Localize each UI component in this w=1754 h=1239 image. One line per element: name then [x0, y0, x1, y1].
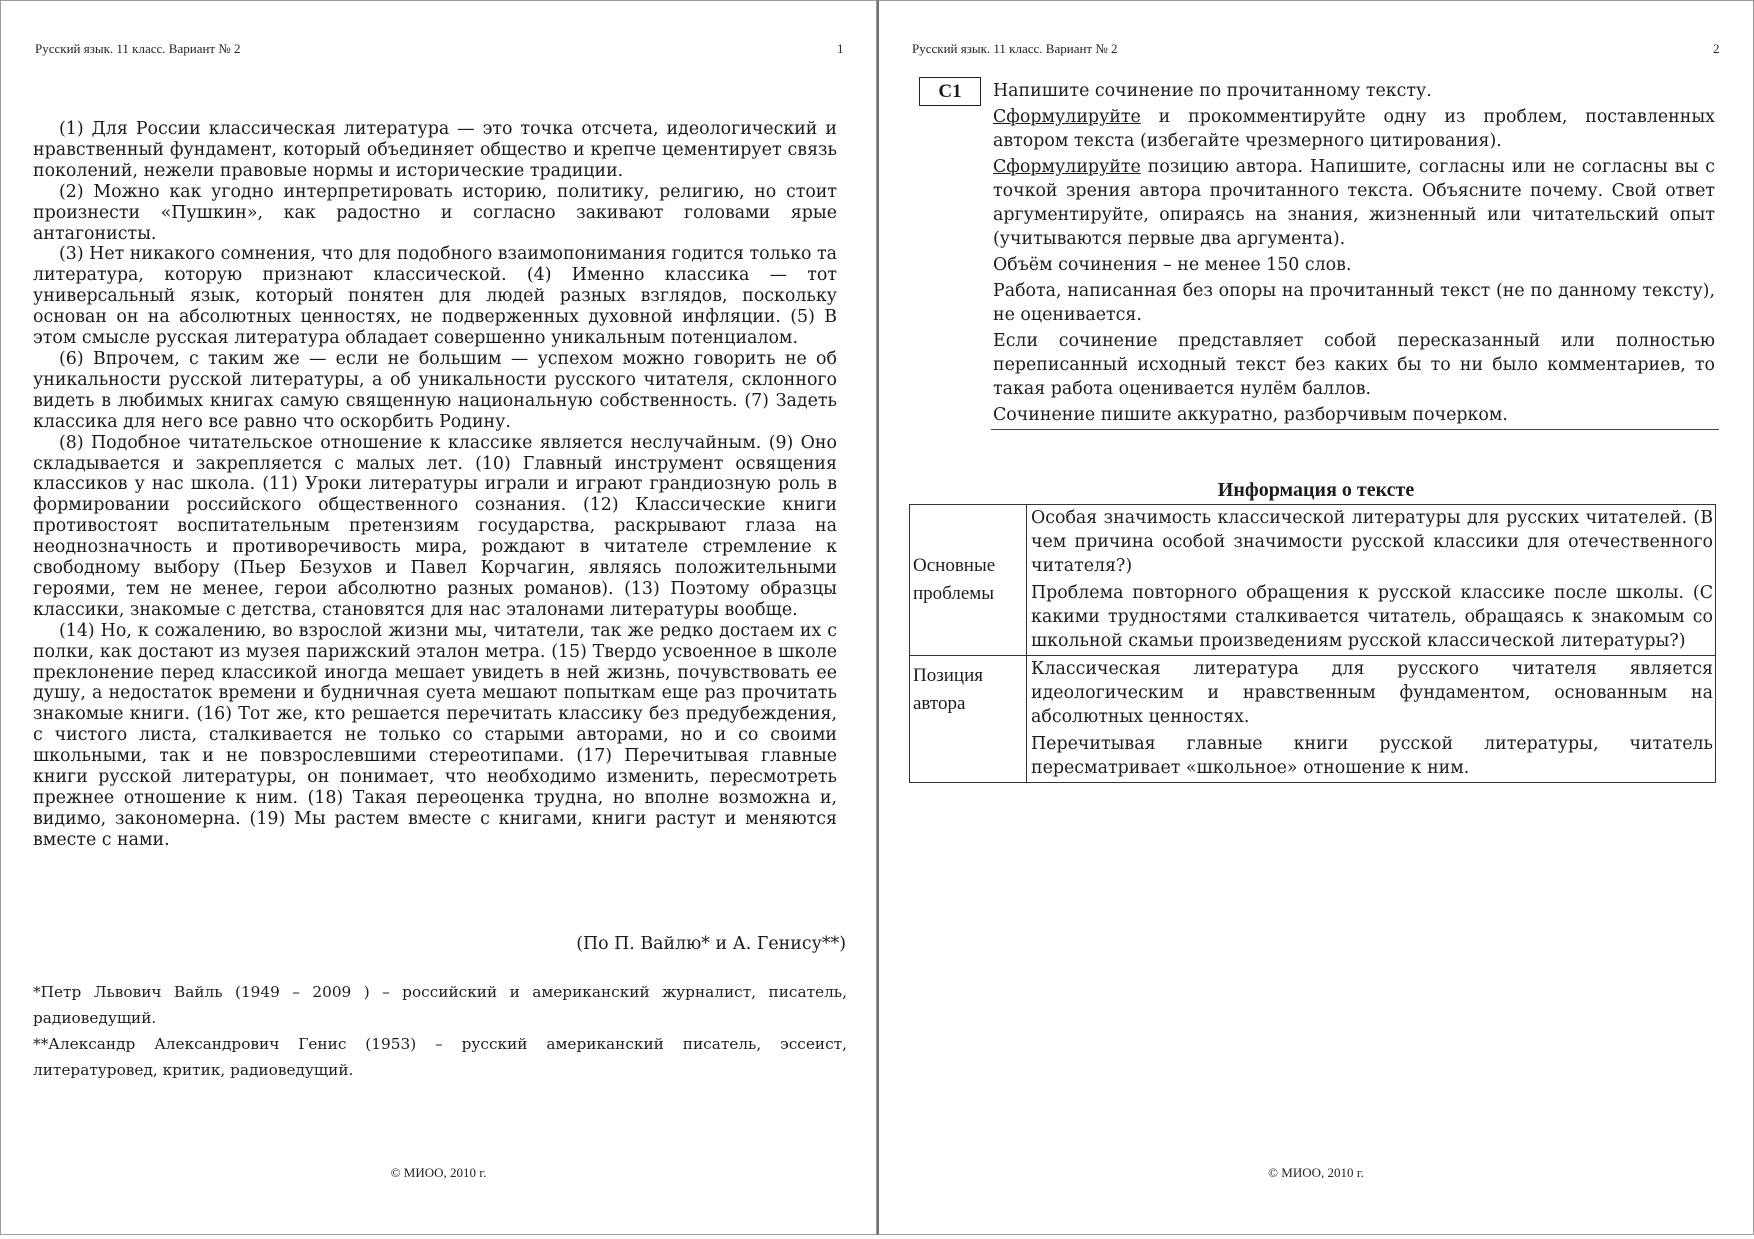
divider: [991, 429, 1719, 430]
footnote-genis: **Александр Александрович Генис (1953) – русский американский писатель, эссеист, литературовед, критик, радиоведущий.: [33, 1035, 847, 1079]
paragraph: (2) Можно как угодно интерпретировать историю, политику, религию, но стоит произнести «Пушкин», как радостно и согласно закивают головами ярые антагонисты.: [33, 181, 837, 244]
row-label: Основные проблемы: [910, 505, 1027, 656]
page-number: 2: [1713, 41, 1720, 56]
task-length: Объём сочинения – не менее 150 слов.: [993, 255, 1352, 275]
page-footer: © МИОО, 2010 г.: [1268, 1165, 1364, 1180]
paragraph: (8) Подобное читательское отношение к классике является неслучайным. (9) Оно складывается и закрепляется с малых лет. (10) Главный инструмент освящения классиков у нас школа. (11) Уроки литературы играли и играют грандиозную роль в формировании российского общественного сознания. (12) Классические книги противостоят воспитательным претензиям государства, раскрывают глаза на неоднозначность и противоречивость мира, рождают в читателе стремление к свободному выбору (Пьер Безухов и Павел Корчагин, являясь положительными героями, тем не менее, герои абсолютно разных романов). (13) Поэтому образцы классики, знакомые с детства, становятся для нас эталонами литературы вообще.: [33, 432, 837, 620]
footnote-vail: *Петр Львович Вайль (1949 – 2009 ) – российский и американский журналист, писатель, радиоведущий.: [33, 983, 847, 1027]
paragraph: (6) Впрочем, с таким же — если не большим — успехом можно говорить не об уникальности русской литературы, а об уникальности русского читателя, склонного видеть в любимых книгах самую священную национальную собственность. (7) Задеть классика для него все равно что оскорбить Родину.: [33, 348, 837, 432]
underlined-verb: Сформулируйте: [993, 157, 1141, 177]
task-label-box: С1: [919, 77, 981, 106]
info-title: Информация о тексте: [1217, 479, 1415, 501]
position-item: Перечитывая главные книги русской литературы, читатель пересматривает «школьное» отношение к ним.: [1031, 734, 1713, 778]
task-problem-instruction: Сформулируйте и прокомментируйте одну из проблем, поставленных автором текста (избегайте чрезмерного цитирования).: [993, 107, 1715, 151]
position-item: Классическая литература для русского читателя является идеологическим и нравственным фундаментом, основанным на абсолютных ценностях.: [1031, 659, 1713, 727]
page-header-title: Русский язык. 11 класс. Вариант № 2: [912, 41, 1118, 56]
paragraph: (3) Нет никакого сомнения, что для подобного взаимопонимания годится только та литература, которую признают классической. (4) Именно классика — тот универсальный язык, который понятен для людей разных взглядов, поскольку основан он на абсолютных ценностях, не подверженных духовной инфляции. (5) В этом смысле русская литература обладает совершенно уникальным потенциалом.: [33, 244, 837, 349]
task-rule-retelling: Если сочинение представляет собой пересказанный или полностью переписанный исходный текст без каких бы то ни было комментариев, то такая работа оценивается нулём баллов.: [993, 331, 1715, 399]
problem-item: Особая значимость классической литературы для русских читателей. (В чем причина особой значимости русской классики для отечественного читателя?): [1031, 508, 1713, 576]
page-2: [877, 0, 1754, 1235]
table-row: [910, 656, 1716, 783]
task-rule-text: Работа, написанная без опоры на прочитанный текст (не по данному тексту), не оценивается.: [993, 281, 1715, 325]
task-position-instruction: Сформулируйте позицию автора. Напишите, согласны или не согласны вы с точкой зрения автора прочитанного текста. Объясните почему. Свой ответ аргументируйте, опираясь на знания, жизненный или читательский опыт (учитываются первые два аргумента).: [993, 157, 1715, 249]
row-label: Позиция автора: [910, 656, 1027, 783]
table-row: [910, 505, 1716, 656]
page-1: [0, 0, 877, 1235]
page-footer: © МИОО, 2010 г.: [390, 1165, 487, 1180]
paragraph: (14) Но, к сожалению, во взрослой жизни мы, читатели, так же редко достаем их с полки, как достают из музея парижский эталон метра. (15) Твердо усвоенное в школе преклонение перед классикой иногда мешает увидеть в ней жизнь, почувствовать ее душу, а недостаток времени и будничная суета мешают попыткам еще раз прочитать знакомые книги. (16) Тот же, кто решается перечитать классику без предубеждения, с чистого листа, сталкивается не только со старыми авторами, но и со своими школьными, так и не повзрослевшими стереотипами. (17) Перечитывая главные книги русской литературы, он понимает, что необходимо изменить, пересмотреть прежнее отношение к ним. (18) Такая переоценка трудна, но вполне возможна и, видимо, закономерна. (19) Мы растем вместе с книгами, книги растут и меняются вместе с нами.: [33, 620, 837, 850]
paragraph: (1) Для России классическая литература — это точка отсчета, идеологический и нравственный фундамент, который объединяет общество и крепче цементирует связь поколений, нежели правовые нормы и исторические традиции.: [33, 119, 837, 181]
task-intro: Напишите сочинение по прочитанному тексту.: [993, 81, 1432, 101]
page-header-title: Русский язык. 11 класс. Вариант № 2: [35, 41, 241, 56]
row-content: [1027, 505, 1716, 656]
row-content: [1027, 656, 1716, 783]
task-instructions: [993, 79, 1715, 429]
underlined-verb: Сформулируйте: [993, 107, 1141, 127]
page-number: 1: [837, 41, 844, 56]
text-attribution: (По П. Вайлю* и А. Генису**): [576, 934, 846, 954]
task-handwriting: Сочинение пишите аккуратно, разборчивым почерком.: [993, 405, 1508, 425]
problem-item: Проблема повторного обращения к русской классике после школы. (С какими трудностями сталкивается читатель, обращаясь к знакомым со школьной скамьи произведениям русской классической литературы?): [1031, 583, 1713, 651]
info-table: [909, 504, 1716, 783]
source-text: [33, 119, 837, 851]
